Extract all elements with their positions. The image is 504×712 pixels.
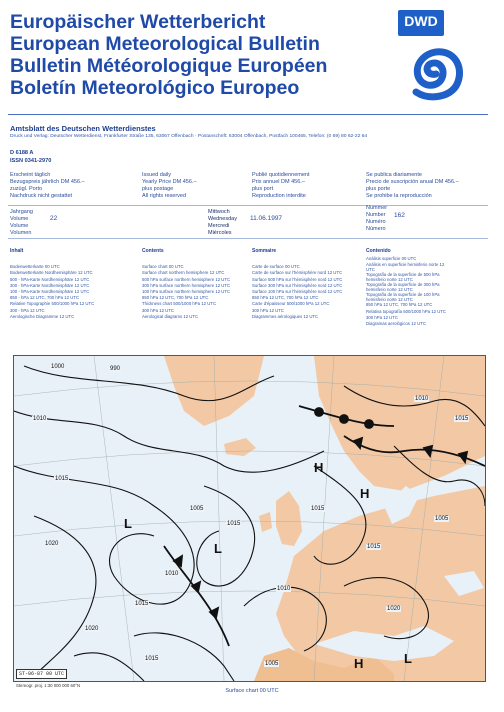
volume-label: Jahrgang — [10, 209, 33, 215]
number-labels — [366, 205, 387, 233]
isobar-label: 1015 — [455, 416, 469, 422]
issue-date: 11.06.1997 — [250, 215, 283, 222]
map-caption: Surface chart 00 UTC — [225, 688, 279, 694]
row-divider — [8, 238, 488, 239]
contents-item: Análisis superficie 00 UTC — [366, 256, 417, 262]
contents-item: Carte d'épaisseur 500/1000 hPa 12 UTC — [252, 301, 330, 307]
low-pressure-marker: L — [404, 651, 412, 666]
publisher-address: Druck und Verlag: Deutscher Wetterdienst, Frankfurter Straße 135, 63067 Offenbach · Postanschrift: 63004 Offenbach, Postfach 100465, Telefon: (0 69) 80 62-22 64 — [10, 134, 368, 139]
isobar-label: 1005 — [435, 516, 449, 522]
weekday-label: Mittwoch — [208, 209, 230, 215]
contents-item: Topografía de la superficie de 100 hPa hemisferio norte 12 UTC — [366, 292, 440, 303]
contents-item: Bodenwetterkarte Nordhemisphäre 12 UTC — [10, 270, 93, 276]
contents-item: 300 hPa surface northern hemisphere 12 UTC — [142, 282, 231, 288]
contents-item: Diagrammes aérologiques 12 UTC — [252, 313, 319, 319]
contents-item: Relative Topographie 500/1000 hPa 12 UTC — [10, 301, 95, 307]
pubinfo-fr-line: Publié quotidiennement — [252, 172, 310, 178]
contents-item: Topografía de la superficie de 500 hPa hemisferio norte 12 UTC — [366, 272, 440, 283]
isobar-label: 1015 — [145, 656, 159, 662]
isobar-label: 1010 — [415, 396, 429, 402]
isobar-label: 1015 — [311, 506, 325, 512]
issn-number: ISSN 0341-2970 — [10, 158, 52, 164]
contents-de — [10, 248, 94, 320]
volume-label: Volumen — [10, 230, 32, 236]
issue-number: 162 — [394, 212, 405, 219]
contents-item: Bodenwetterkarte 00 UTC — [10, 264, 60, 270]
pubinfo-de-line: Erscheint täglich — [10, 172, 51, 178]
number-label: Nummer — [366, 205, 388, 211]
isobar-label: 1015 — [227, 521, 241, 527]
contents-item: Diagramas aerológicos 12 UTC — [366, 321, 426, 327]
volume-labels — [10, 209, 33, 237]
contents-item: Análisis en superficie hemisferio norte 12 UTC — [366, 262, 445, 273]
contents-item: 850 hPa 12 UTC, 700 hPa 12 UTC — [252, 295, 319, 301]
contents-item: Surface chart northern hemisphere 12 UTC — [142, 270, 225, 276]
pubinfo-en-line: Issued daily — [142, 172, 172, 178]
title-fr: Bulletin Météorologique Européen — [10, 55, 328, 77]
contents-item: Surface 300 hPa sur l'hémisphère nord 12 UTC — [252, 282, 343, 288]
pubinfo-es — [366, 172, 459, 200]
pubinfo-fr-line: Reproduction interdite — [252, 193, 306, 199]
pubinfo-de-line: zuzügl. Porto — [10, 186, 43, 192]
number-label: Numéro — [366, 219, 386, 225]
weekday-label: Mercredi — [208, 223, 230, 229]
isobar-label: 990 — [110, 366, 121, 372]
volume-label: Volume — [10, 216, 29, 222]
contents-item: Surface 500 hPa sur l'hémisphère nord 12 UTC — [252, 276, 343, 282]
contents-es — [366, 248, 486, 327]
low-pressure-marker: L — [124, 516, 132, 531]
isobar-label: 1015 — [367, 544, 381, 550]
contents-item: Thickness chart 500/1000 hPa 12 UTC — [142, 301, 217, 307]
header-divider — [8, 114, 488, 115]
isobar-label: 1020 — [387, 606, 401, 612]
spiral-icon — [398, 34, 468, 110]
isobar-label: 1005 — [265, 661, 279, 667]
high-pressure-marker: H — [314, 460, 324, 475]
contents-item: Carte de surface 00 UTC — [252, 264, 300, 270]
contents-item: 850 hPa 12 UTC, 700 hPa 12 UTC — [366, 302, 433, 308]
isobar-label: 1000 — [51, 364, 65, 370]
weekday-label: Miércoles — [208, 230, 232, 236]
contents-item: 300 - hPa 12 UTC — [10, 307, 45, 313]
high-pressure-marker: H — [360, 486, 370, 501]
title-en: European Meteorological Bulletin — [10, 33, 320, 55]
pubinfo-de-line: Bezugspreis jährlich DM 456.– — [10, 179, 85, 185]
contents-item: Aerologische Diagramme 12 UTC — [10, 313, 75, 319]
pubinfo-en — [142, 172, 197, 200]
pubinfo-de-line: Nachdruck nicht gestattet — [10, 193, 73, 199]
contents-heading: Sommaire — [252, 248, 277, 254]
pubinfo-es-line: Se publica diariamente — [366, 172, 422, 178]
contents-item: 850 hPa 12 UTC, 700 hPa 12 UTC — [142, 295, 209, 301]
pubinfo-en-line: All rights reserved — [142, 193, 187, 199]
contents-item: Aerological diagrams 12 UTC — [142, 313, 199, 319]
contents-item: Relativa topografía 500/1000 hPa 12 UTC — [366, 308, 447, 314]
contents-heading: Inhalt — [10, 248, 24, 254]
dwd-logo — [398, 10, 470, 110]
dwd-logo-text: DWD — [404, 13, 438, 29]
contents-heading: Contenido — [366, 248, 391, 254]
number-label: Número — [366, 226, 386, 232]
contents-heading: Contents — [142, 248, 164, 254]
warm-front-bump — [315, 408, 323, 416]
title-es: Boletín Meteorológico Europeo — [10, 77, 300, 99]
contents-item: 300 hPa 12 UTC — [366, 314, 399, 320]
isobar-label: 1010 — [277, 586, 291, 592]
id-number: D 6188 A — [10, 150, 34, 156]
map-footnote: Stereogr. proj. 1:30 000 000 60°N — [16, 683, 81, 688]
publisher-heading: Amtsblatt des Deutschen Wetterdienstes — [10, 124, 156, 133]
contents-item: Topografía de la superficie de 300 hPa hemisferio norte 12 UTC — [366, 282, 440, 293]
pubinfo-en-line: plus postage — [142, 186, 174, 192]
contents-item: 850 - hPa 12 UTC, 700 hPa 12 UTC — [10, 295, 80, 301]
pubinfo-fr-line: Prix annuel DM 456.– — [252, 179, 305, 185]
weather-map-svg — [14, 356, 485, 681]
weekday-labels — [208, 209, 237, 237]
contents-item: 500 hPa surface northern hemisphere 12 UTC — [142, 276, 231, 282]
weekday-label: Wednesday — [208, 216, 237, 222]
contents-item: 300 hPa 12 UTC — [142, 307, 175, 313]
pubinfo-de — [10, 172, 85, 200]
contents-en — [142, 248, 230, 320]
warm-front-bump — [340, 415, 348, 423]
high-pressure-marker: H — [354, 656, 364, 671]
volume-label: Volume — [10, 223, 29, 229]
isobar-label: 1010 — [165, 571, 179, 577]
map-stamp: ST-06-87 00 UTC — [16, 669, 67, 679]
isobar-label: 1015 — [55, 476, 69, 482]
isobar-label: 1020 — [45, 541, 59, 547]
pubinfo-fr — [252, 172, 310, 200]
contents-item: Carte de surface sur l'hémisphère nord 12 UTC — [252, 270, 343, 276]
isobar-label: 1005 — [190, 506, 204, 512]
pubinfo-es-line: Precio de suscripción anual DM 456.– — [366, 179, 459, 185]
volume-value: 22 — [50, 215, 58, 222]
isobar-label: 1015 — [135, 601, 149, 607]
contents-item: 100 - hPa-Karte Nordhemisphäre 12 UTC — [10, 289, 90, 295]
contents-fr — [252, 248, 342, 320]
row-divider — [8, 205, 488, 206]
number-label: Number — [366, 212, 386, 218]
warm-front-bump — [365, 420, 373, 428]
pubinfo-es-line: plus porte — [366, 186, 391, 192]
contents-item: Surface 100 hPa sur l'hémisphère nord 12 UTC — [252, 289, 343, 295]
contents-item: 300 - hPa-Karte Nordhemisphäre 12 UTC — [10, 282, 90, 288]
isobar-label: 1010 — [33, 416, 47, 422]
contents-item: 100 hPa surface northern hemisphere 12 UTC — [142, 289, 231, 295]
title-de: Europäischer Wetterbericht — [10, 11, 266, 33]
pubinfo-es-line: Se prohibe la reproducción — [366, 193, 432, 199]
isobar-label: 1020 — [85, 626, 99, 632]
pubinfo-fr-line: plus port — [252, 186, 274, 192]
pubinfo-en-line: Yearly Price DM 456.– — [142, 179, 197, 185]
contents-item: Surface chart 00 UTC — [142, 264, 184, 270]
surface-weather-map — [13, 355, 486, 682]
contents-item: 500 - hPa-Karte Nordhemisphäre 12 UTC — [10, 276, 90, 282]
contents-item: 300 hPa 12 UTC — [252, 307, 285, 313]
low-pressure-marker: L — [214, 541, 222, 556]
